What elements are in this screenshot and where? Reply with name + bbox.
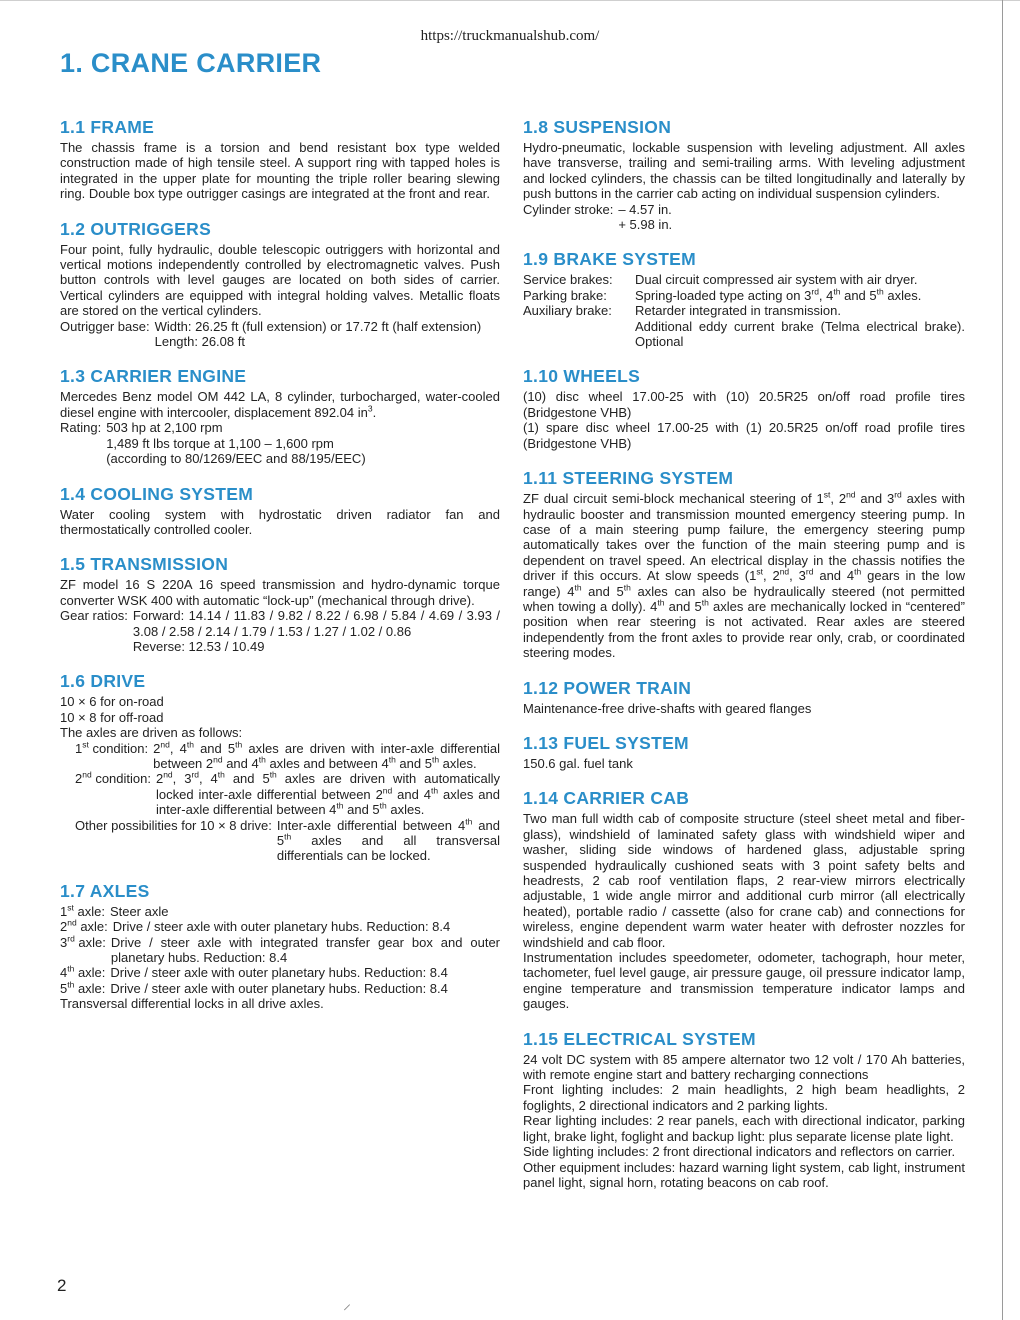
outrigger-base-row — [60, 319, 500, 350]
brake-text: Spring-loaded type acting on 3rd, 4th and 5th axles. — [635, 286, 922, 303]
section-electrical — [523, 1028, 965, 1191]
drive-lines — [60, 694, 500, 740]
auxiliary-brake-row — [523, 303, 965, 349]
section-transmission — [60, 553, 500, 654]
outrigger-width: Width: 26.25 ft (full extension) or 17.72 ft (half extension) — [154, 318, 482, 334]
section-text: Side lighting includes: 2 front directional indicators and reflectors on carrier. — [523, 1144, 956, 1160]
condition-label: 1st condition: — [75, 739, 149, 756]
outrigger-base-label: Outrigger base: — [60, 318, 150, 334]
section-text — [60, 389, 500, 420]
section-text: Hydro-pneumatic, lockable suspension with leveling adjustment. All axles have transverse, trailing and semi-trailing arms. With leveling adjustment and locked cylinders, the chassis can be tilted longitudinally and laterally by push buttons in the carrier cab acting on individual suspension cylinders. — [523, 140, 965, 202]
stroke-minus: – 4.57 in. — [618, 201, 672, 217]
engine-sup: 3 — [367, 403, 373, 414]
section-heading: 1.15 ELECTRICAL SYSTEM — [523, 1028, 756, 1049]
section-steering — [523, 467, 965, 660]
rating-hp: 503 hp at 2,100 rpm — [106, 420, 223, 436]
section-text: 24 volt DC system with 85 ampere alternator two 12 volt / 170 Ah batteries, with remote engine start and battery recharging connections — [523, 1051, 965, 1083]
section-wheels — [523, 365, 965, 451]
section-heading: 1.7 AXLES — [60, 880, 150, 901]
section-cab — [523, 787, 965, 1011]
section-heading: 1.12 POWER TRAIN — [523, 677, 692, 698]
section-heading: 1.8 SUSPENSION — [523, 117, 672, 137]
wheels-line: (1) spare disc wheel 17.00-25 with (1) 20.5R25 on/off road profile tires (Bridgestone VHB) — [523, 420, 965, 451]
section-heading: 1.13 FUEL SYSTEM — [523, 732, 689, 753]
section-text: Instrumentation includes speedometer, odometer, tachograph, hour meter, tachometer, fuel level gauge, air pressure gauge, oil pressure indicator lamp, engine temperature and transmission temperature indicator lamps and gauges. — [523, 950, 965, 1012]
section-heading: 1.3 CARRIER ENGINE — [60, 366, 247, 387]
section-heading: 1.11 STEERING SYSTEM — [523, 468, 734, 489]
service-brake-row — [523, 272, 965, 287]
section-heading: 1.9 BRAKE SYSTEM — [523, 249, 697, 270]
drive-condition-2 — [75, 771, 500, 817]
scan-mark-icon: ⸝ — [343, 1296, 352, 1313]
section-text: ZF model 16 S 220A 16 speed transmission and hydro-dynamic torque converter WSK 400 with automatic “lock-up” (mechanical through drive). — [60, 577, 500, 608]
section-heading: 1.14 CARRIER CAB — [523, 788, 690, 809]
reverse-ratios: Reverse: 12.53 / 10.49 — [132, 638, 265, 654]
axle-text: Steer axle — [109, 903, 169, 919]
brake-label: Service brakes: — [523, 272, 613, 288]
axle-label: 3rd axle: — [60, 933, 106, 950]
section-drive — [60, 670, 500, 863]
other-text: Inter-axle differential between 4th and 5th axles and all transversal differentials can be locked. — [276, 816, 500, 864]
rating-values — [106, 420, 500, 466]
axle-text: Drive / steer axle with integrated transfer gear box and outer planetary hubs. Reduction: 8.4 — [110, 934, 500, 966]
axle-text: Drive / steer axle with outer planetary hubs. Reduction: 8.4 — [110, 980, 448, 996]
brake-values — [635, 303, 965, 349]
axle-label: 5th axle: — [60, 979, 106, 996]
axles-note: Transversal differential locks in all drive axles. — [60, 996, 324, 1012]
section-text: The chassis frame is a torsion and bend resistant box type welded construction made of high tensile steel. A support ring with tapped holes is integrated in the upper plate for mounting the triple roller bearing slewing ring. Double box type outrigger casings are integrated at the front and rear. — [60, 140, 500, 202]
axle-row — [60, 981, 500, 996]
brake-text: Dual circuit compressed air system with air dryer. — [635, 272, 918, 288]
gear-ratios-label: Gear ratios: — [60, 608, 128, 624]
page-number: 2 — [57, 1276, 67, 1295]
section-heading: 1.5 TRANSMISSION — [60, 554, 229, 575]
page-title: 1. CRANE CARRIER — [60, 48, 322, 78]
section-engine — [60, 365, 500, 466]
stroke-values — [618, 202, 965, 233]
brake-text: Retarder integrated in transmission. — [635, 303, 841, 319]
right-column — [523, 116, 965, 1206]
axle-text: Drive / steer axle with outer planetary hubs. Reduction: 8.4 — [112, 919, 451, 935]
top-edge-line — [0, 0, 1020, 1]
section-brake — [523, 248, 965, 349]
outrigger-base-values — [155, 319, 500, 350]
condition-text: 2nd, 4th and 5th axles are driven with inter-axle differential between 2nd and 4th axles and between 4th and 5th axles. — [153, 739, 500, 771]
section-fuel — [523, 732, 965, 771]
left-column — [60, 116, 500, 1028]
axle-text: Drive / steer axle with outer planetary hubs. Reduction: 8.4 — [110, 965, 448, 981]
section-axles — [60, 880, 500, 1012]
section-text: ZF dual circuit semi-block mechanical steering of 1st, 2nd and 3rd axles with hydraulic booster and transmission mounted emergency steering pump. In case of a main steering pump failure, the emergency steering pump automatically takes over the function of the main steering pump and is dependent on travel speed. An electrical display in the chassis notifies the driver if this occurs. At slow speeds (1st, 2nd, 3rd and 4th gears in the low range) 4th and 5th axles can also be hydraulically steered (not permitted when towing a dolly). 4th and 5th axles are mechanically locked in “centered” position when rear steering is not activated. Rear axles are steered independently from the front axles to provide rear only, crab, or coordinated steering modes. — [523, 489, 965, 661]
right-edge-line — [1002, 0, 1003, 1320]
axle-row — [60, 919, 500, 934]
gear-ratios-values — [133, 608, 500, 654]
section-text: Water cooling system with hydrostatic driven radiator fan and thermostatically controlled cooler. — [60, 506, 500, 537]
brake-text: Additional eddy current brake (Telma electrical brake). Optional — [635, 318, 965, 350]
condition-label: 2nd condition: — [75, 770, 151, 787]
axle-label: 1st axle: — [60, 902, 105, 919]
drive-conditions — [60, 741, 500, 864]
cylinder-stroke-row — [523, 202, 965, 233]
axle-row — [60, 935, 500, 966]
axle-label: 2nd axle: — [60, 917, 108, 935]
rating-torque: 1,489 ft lbs torque at 1,100 – 1,600 rpm — [106, 435, 334, 451]
section-text: Two man full width cab of composite structure (steel sheet metal and fiber-glass), windshield of laminated safety glass with windshield wiper and washer, sliding side windows of hardened glass, adjustable spring suspended hydraulically cushioned seats with 3 point safety belts and headrests, 2 cab roof ventilation flaps, 2 rear-view mirrors electrically adjustable, 1 wide angle mirror and additional curb mirror (all electrically heated), portable radio / cassette (also for crane cab) and connections for wireless, engine dependent warm water heater with defroster nozzles for windshield and cab floor. — [523, 811, 965, 950]
source-url-link[interactable]: https://truckmanualshub.com/ — [420, 28, 600, 44]
stroke-plus: + 5.98 in. — [618, 217, 673, 233]
brake-label: Parking brake: — [523, 287, 607, 303]
axle-row — [60, 965, 500, 980]
section-heading: 1.6 DRIVE — [60, 671, 146, 692]
section-heading: 1.10 WHEELS — [523, 366, 641, 387]
axle-row — [60, 904, 500, 919]
drive-line: The axles are driven as follows: — [60, 725, 243, 741]
section-power-train — [523, 677, 965, 716]
section-heading: 1.1 FRAME — [60, 117, 155, 137]
parking-brake-row — [523, 288, 965, 303]
other-label: Other possibilities for 10 × 8 drive: — [75, 817, 272, 833]
section-text: Maintenance-free drive-shafts with geared flanges — [523, 700, 812, 716]
engine-text-end: . — [372, 404, 377, 420]
section-suspension — [523, 116, 965, 232]
section-text: Other equipment includes: hazard warning light system, cab light, instrument panel light, signal horn, rotating beacons on cab roof. — [523, 1159, 965, 1190]
section-cooling — [60, 483, 500, 538]
condition-text: 2nd, 3rd, 4th and 5th axles are driven with automatically locked inter-axle differential between 2nd and 4th axles and inter-axle differential between 4th and 5th axles. — [155, 770, 500, 818]
stroke-label: Cylinder stroke: — [523, 201, 614, 217]
drive-line: 10 × 6 for on-road — [60, 694, 164, 710]
drive-other-possibilities — [75, 818, 500, 864]
gear-ratios-row — [60, 608, 500, 654]
engine-text: Mercedes Benz model OM 442 LA, 8 cylinder, turbocharged, water-cooled diesel engine with intercooler, displacement 892.04 in — [60, 389, 500, 420]
drive-line: 10 × 8 for off-road — [60, 709, 164, 725]
engine-rating-row — [60, 420, 500, 466]
section-text: Four point, fully hydraulic, double telescopic outriggers with horizontal and vertical motions independently controlled by electromagnetic valves. Push button controls with level gauges are located on both sides of carrier. Vertical cylinders are equipped with integral holding valves. Metallic floats are stored on the vertical cylinders. — [60, 241, 500, 319]
section-text: Rear lighting includes: 2 rear panels, each with directional indicator, parking light, brake light, foglight and backup light: plus separate license plate light. — [523, 1113, 965, 1144]
section-text: Front lighting includes: 2 main headlights, 2 high beam headlights, 2 foglights, 2 directional indicators and 2 parking lights. — [523, 1082, 965, 1113]
forward-ratios: Forward: 14.14 / 11.83 / 9.82 / 8.22 / 6.98 / 5.84 / 4.69 / 3.93 / 3.08 / 2.58 / 2.14 / 1.79 / 1.53 / 1.27 / 1.02 / 0.86 — [132, 608, 500, 639]
outrigger-length: Length: 26.08 ft — [154, 334, 245, 350]
section-heading: 1.4 COOLING SYSTEM — [60, 483, 254, 504]
brake-label: Auxiliary brake: — [523, 303, 612, 319]
section-heading: 1.2 OUTRIGGERS — [60, 218, 212, 239]
section-text: 150.6 gal. fuel tank — [523, 755, 633, 771]
drive-condition-1 — [75, 741, 500, 772]
section-outriggers — [60, 218, 500, 350]
section-frame — [60, 116, 500, 202]
rating-standard: (according to 80/1269/EEC and 88/195/EEC) — [106, 451, 366, 467]
rating-label: Rating: — [60, 420, 102, 436]
wheels-line: (10) disc wheel 17.00-25 with (10) 20.5R25 on/off road profile tires (Bridgestone VHB) — [523, 389, 965, 420]
axle-label: 4th axle: — [60, 964, 106, 981]
